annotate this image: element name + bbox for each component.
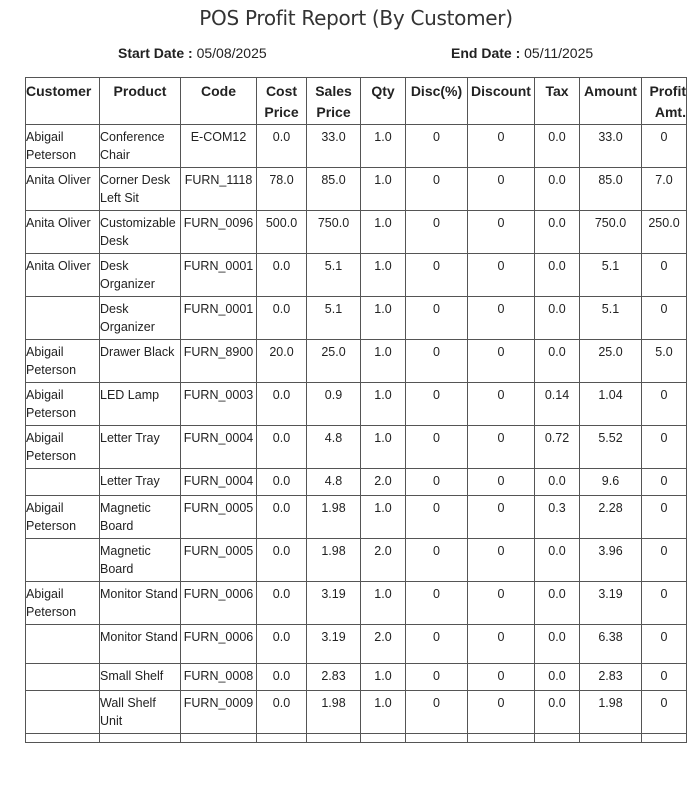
cell-qty: 1.0 (361, 125, 406, 168)
empty-cell (406, 734, 468, 743)
cell-product: Magnetic Board (100, 539, 181, 582)
cell-qty: 1.0 (361, 496, 406, 539)
cell-qty: 1.0 (361, 168, 406, 211)
cell-amount: 33.0 (580, 125, 642, 168)
cell-tax: 0.0 (535, 625, 580, 664)
cell-sales-price: 1.98 (307, 539, 361, 582)
cell-disc-pct: 0 (406, 426, 468, 469)
cell-disc-pct: 0 (406, 254, 468, 297)
cell-profit-amt: 250.0 (642, 211, 687, 254)
header-code: Code (181, 78, 257, 125)
table-header-row (26, 78, 687, 125)
cell-disc-pct: 0 (406, 125, 468, 168)
cell-tax: 0.0 (535, 297, 580, 340)
cell-tax: 0.14 (535, 383, 580, 426)
header-customer: Customer (26, 78, 100, 125)
cell-code: FURN_1118 (181, 168, 257, 211)
cell-code: FURN_0004 (181, 469, 257, 496)
table-row-empty (26, 734, 687, 743)
cell-disc-pct: 0 (406, 664, 468, 691)
cell-discount: 0 (468, 469, 535, 496)
cell-discount: 0 (468, 168, 535, 211)
cell-cost-price: 0.0 (257, 539, 307, 582)
table-row (26, 168, 687, 211)
cell-discount: 0 (468, 426, 535, 469)
cell-sales-price: 33.0 (307, 125, 361, 168)
cell-tax: 0.0 (535, 539, 580, 582)
header-disc-pct: Disc(%) (406, 78, 468, 125)
cell-profit-amt: 0 (642, 664, 687, 691)
cell-profit-amt: 0 (642, 496, 687, 539)
start-date-label: Start Date : (118, 45, 193, 61)
header-profit-amt: Profit Amt. (642, 78, 687, 125)
table-row (26, 254, 687, 297)
cell-disc-pct: 0 (406, 383, 468, 426)
cell-cost-price: 0.0 (257, 297, 307, 340)
cell-amount: 9.6 (580, 469, 642, 496)
cell-profit-amt: 0 (642, 625, 687, 664)
cell-sales-price: 2.83 (307, 664, 361, 691)
cell-customer: Anita Oliver (26, 168, 100, 211)
end-date-label: End Date : (451, 45, 521, 61)
cell-disc-pct: 0 (406, 168, 468, 211)
cell-profit-amt: 0 (642, 297, 687, 340)
cell-sales-price: 5.1 (307, 254, 361, 297)
cell-cost-price: 0.0 (257, 125, 307, 168)
empty-cell (257, 734, 307, 743)
cell-product: Desk Organizer (100, 297, 181, 340)
table-row (26, 664, 687, 691)
cell-cost-price: 0.0 (257, 496, 307, 539)
cell-tax: 0.72 (535, 426, 580, 469)
cell-sales-price: 4.8 (307, 426, 361, 469)
table-row (26, 340, 687, 383)
report-title: POS Profit Report (By Customer) (199, 6, 513, 30)
table-row (26, 426, 687, 469)
cell-qty: 1.0 (361, 297, 406, 340)
cell-qty: 2.0 (361, 625, 406, 664)
cell-product: Customizable Desk (100, 211, 181, 254)
cell-discount: 0 (468, 664, 535, 691)
cell-discount: 0 (468, 539, 535, 582)
cell-amount: 2.28 (580, 496, 642, 539)
cell-sales-price: 3.19 (307, 625, 361, 664)
cell-product: Monitor Stand (100, 625, 181, 664)
empty-cell (535, 734, 580, 743)
table-row (26, 691, 687, 734)
cell-qty: 1.0 (361, 691, 406, 734)
cell-qty: 2.0 (361, 469, 406, 496)
cell-customer: Abigail Peterson (26, 582, 100, 625)
empty-cell (642, 734, 687, 743)
table-row (26, 383, 687, 426)
cell-sales-price: 3.19 (307, 582, 361, 625)
cell-cost-price: 0.0 (257, 582, 307, 625)
table-row (26, 297, 687, 340)
cell-customer (26, 297, 100, 340)
cell-customer: Abigail Peterson (26, 340, 100, 383)
cell-product: Monitor Stand (100, 582, 181, 625)
cell-qty: 1.0 (361, 582, 406, 625)
cell-disc-pct: 0 (406, 340, 468, 383)
cell-profit-amt: 0 (642, 383, 687, 426)
cell-code: FURN_0096 (181, 211, 257, 254)
cell-profit-amt: 0 (642, 582, 687, 625)
table-row (26, 539, 687, 582)
cell-profit-amt: 0 (642, 469, 687, 496)
cell-profit-amt: 5.0 (642, 340, 687, 383)
cell-tax: 0.0 (535, 211, 580, 254)
cell-product: Small Shelf (100, 664, 181, 691)
cell-profit-amt: 0 (642, 254, 687, 297)
cell-code: E-COM12 (181, 125, 257, 168)
empty-cell (580, 734, 642, 743)
cell-cost-price: 0.0 (257, 664, 307, 691)
cell-code: FURN_0009 (181, 691, 257, 734)
cell-discount: 0 (468, 297, 535, 340)
cell-cost-price: 0.0 (257, 625, 307, 664)
cell-tax: 0.0 (535, 254, 580, 297)
cell-sales-price: 85.0 (307, 168, 361, 211)
cell-sales-price: 0.9 (307, 383, 361, 426)
cell-cost-price: 78.0 (257, 168, 307, 211)
cell-qty: 1.0 (361, 211, 406, 254)
cell-code: FURN_0008 (181, 664, 257, 691)
cell-product: Drawer Black (100, 340, 181, 383)
cell-discount: 0 (468, 582, 535, 625)
cell-tax: 0.0 (535, 168, 580, 211)
cell-amount: 5.1 (580, 254, 642, 297)
cell-profit-amt: 0 (642, 426, 687, 469)
cell-customer: Abigail Peterson (26, 426, 100, 469)
cell-amount: 5.1 (580, 297, 642, 340)
cell-discount: 0 (468, 254, 535, 297)
cell-product: Letter Tray (100, 469, 181, 496)
cell-tax: 0.0 (535, 340, 580, 383)
cell-code: FURN_0003 (181, 383, 257, 426)
header-discount: Discount (468, 78, 535, 125)
cell-product: Letter Tray (100, 426, 181, 469)
empty-cell (468, 734, 535, 743)
cell-disc-pct: 0 (406, 469, 468, 496)
cell-customer: Anita Oliver (26, 254, 100, 297)
cell-product: Conference Chair (100, 125, 181, 168)
cell-amount: 25.0 (580, 340, 642, 383)
empty-cell (361, 734, 406, 743)
cell-customer (26, 469, 100, 496)
cell-customer: Abigail Peterson (26, 383, 100, 426)
start-date-value: 05/08/2025 (196, 45, 267, 61)
cell-discount: 0 (468, 625, 535, 664)
cell-disc-pct: 0 (406, 211, 468, 254)
cell-qty: 2.0 (361, 539, 406, 582)
profit-report-table (25, 77, 687, 743)
cell-discount: 0 (468, 496, 535, 539)
cell-discount: 0 (468, 691, 535, 734)
table-row (26, 469, 687, 496)
cell-code: FURN_0005 (181, 539, 257, 582)
cell-amount: 3.19 (580, 582, 642, 625)
header-sales-price: Sales Price (307, 78, 361, 125)
cell-profit-amt: 0 (642, 539, 687, 582)
empty-cell (26, 734, 100, 743)
cell-customer: Abigail Peterson (26, 496, 100, 539)
cell-amount: 6.38 (580, 625, 642, 664)
empty-cell (181, 734, 257, 743)
cell-product: Wall Shelf Unit (100, 691, 181, 734)
cell-discount: 0 (468, 340, 535, 383)
cell-sales-price: 4.8 (307, 469, 361, 496)
table-row (26, 582, 687, 625)
cell-amount: 750.0 (580, 211, 642, 254)
cell-code: FURN_8900 (181, 340, 257, 383)
cell-disc-pct: 0 (406, 496, 468, 539)
cell-product: Magnetic Board (100, 496, 181, 539)
cell-discount: 0 (468, 125, 535, 168)
cell-qty: 1.0 (361, 383, 406, 426)
cell-product: Desk Organizer (100, 254, 181, 297)
end-date-value: 05/11/2025 (524, 45, 594, 61)
cell-disc-pct: 0 (406, 691, 468, 734)
table-row (26, 496, 687, 539)
cell-profit-amt: 0 (642, 691, 687, 734)
cell-amount: 2.83 (580, 664, 642, 691)
cell-code: FURN_0001 (181, 254, 257, 297)
cell-product: Corner Desk Left Sit (100, 168, 181, 211)
cell-customer (26, 691, 100, 734)
cell-product: LED Lamp (100, 383, 181, 426)
cell-tax: 0.3 (535, 496, 580, 539)
cell-code: FURN_0006 (181, 582, 257, 625)
cell-disc-pct: 0 (406, 297, 468, 340)
cell-amount: 85.0 (580, 168, 642, 211)
cell-profit-amt: 0 (642, 125, 687, 168)
cell-tax: 0.0 (535, 125, 580, 168)
header-cost-price: Cost Price (257, 78, 307, 125)
header-amount: Amount (580, 78, 642, 125)
cell-cost-price: 0.0 (257, 426, 307, 469)
cell-amount: 3.96 (580, 539, 642, 582)
cell-sales-price: 25.0 (307, 340, 361, 383)
end-date (451, 45, 593, 61)
cell-code: FURN_0005 (181, 496, 257, 539)
header-product: Product (100, 78, 181, 125)
cell-qty: 1.0 (361, 664, 406, 691)
cell-amount: 5.52 (580, 426, 642, 469)
start-date (118, 45, 267, 61)
cell-code: FURN_0001 (181, 297, 257, 340)
cell-code: FURN_0004 (181, 426, 257, 469)
table-row (26, 125, 687, 168)
cell-sales-price: 1.98 (307, 691, 361, 734)
cell-tax: 0.0 (535, 691, 580, 734)
cell-sales-price: 1.98 (307, 496, 361, 539)
cell-disc-pct: 0 (406, 582, 468, 625)
cell-cost-price: 500.0 (257, 211, 307, 254)
cell-sales-price: 5.1 (307, 297, 361, 340)
cell-discount: 0 (468, 383, 535, 426)
cell-cost-price: 0.0 (257, 691, 307, 734)
cell-qty: 1.0 (361, 254, 406, 297)
cell-amount: 1.98 (580, 691, 642, 734)
header-qty: Qty (361, 78, 406, 125)
empty-cell (307, 734, 361, 743)
cell-discount: 0 (468, 211, 535, 254)
cell-customer (26, 625, 100, 664)
cell-sales-price: 750.0 (307, 211, 361, 254)
cell-disc-pct: 0 (406, 539, 468, 582)
cell-qty: 1.0 (361, 426, 406, 469)
cell-cost-price: 0.0 (257, 383, 307, 426)
cell-disc-pct: 0 (406, 625, 468, 664)
table-row (26, 625, 687, 664)
cell-tax: 0.0 (535, 664, 580, 691)
cell-cost-price: 0.0 (257, 469, 307, 496)
header-tax: Tax (535, 78, 580, 125)
cell-customer: Anita Oliver (26, 211, 100, 254)
empty-cell (100, 734, 181, 743)
cell-qty: 1.0 (361, 340, 406, 383)
cell-customer (26, 664, 100, 691)
cell-tax: 0.0 (535, 469, 580, 496)
table-row (26, 211, 687, 254)
cell-customer (26, 539, 100, 582)
cell-profit-amt: 7.0 (642, 168, 687, 211)
cell-code: FURN_0006 (181, 625, 257, 664)
cell-amount: 1.04 (580, 383, 642, 426)
cell-cost-price: 20.0 (257, 340, 307, 383)
cell-tax: 0.0 (535, 582, 580, 625)
cell-customer: Abigail Peterson (26, 125, 100, 168)
cell-cost-price: 0.0 (257, 254, 307, 297)
